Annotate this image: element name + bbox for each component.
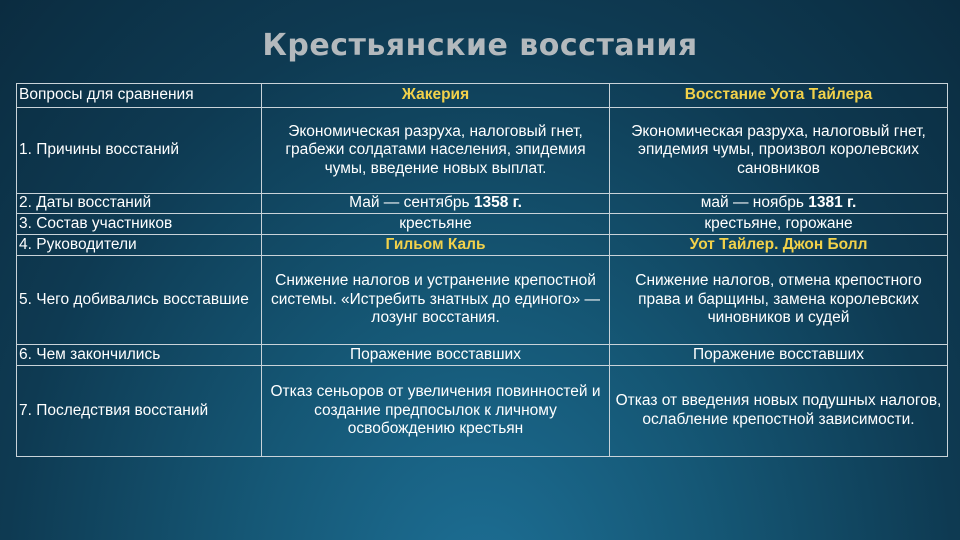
cell-tyler: Поражение восставших [610, 345, 948, 366]
row-question: 7. Последствия восстаний [17, 366, 262, 457]
table-row [17, 235, 948, 256]
table-row [17, 194, 948, 214]
comparison-table [16, 83, 948, 457]
row-question: 4. Руководители [17, 235, 262, 256]
row-question: 5. Чего добивались восставшие [17, 256, 262, 345]
table-row [17, 345, 948, 366]
header-questions: Вопросы для сравнения [17, 84, 262, 108]
cell-tyler [610, 194, 948, 214]
cell-jacquerie: Экономическая разруха, налоговый гнет, грабежи солдатами населения, эпидемия чумы, введение новых выплат. [262, 108, 610, 194]
cell-jacquerie: Отказ сеньоров от увеличения повинностей и создание предпосылок к личному освобождению крестьян [262, 366, 610, 457]
year-highlight: 1358 г. [473, 194, 522, 212]
row-question: 6. Чем закончились [17, 345, 262, 366]
table-row [17, 214, 948, 235]
cell-jacquerie: Гильом Каль [262, 235, 610, 256]
row-question: 3. Состав участников [17, 214, 262, 235]
slide-title: Крестьянские восстания [262, 28, 698, 63]
cell-jacquerie: Снижение налогов и устранение крепостной системы. «Истребить знатных до единого» — лозунг восстания. [262, 256, 610, 345]
header-tyler: Восстание Уота Тайлера [610, 84, 948, 108]
cell-jacquerie [262, 194, 610, 214]
cell-tyler: Отказ от введения новых подушных налогов, ослабление крепостной зависимости. [610, 366, 948, 457]
cell-jacquerie: Поражение восставших [262, 345, 610, 366]
table-row [17, 256, 948, 345]
date-range: Май — сентябрь [349, 194, 474, 212]
year-highlight: 1381 г. [808, 194, 857, 212]
table-header-row [17, 84, 948, 108]
cell-tyler: Уот Тайлер. Джон Болл [610, 235, 948, 256]
table-row [17, 108, 948, 194]
table-row [17, 366, 948, 457]
header-jacquerie: Жакерия [262, 84, 610, 108]
cell-jacquerie: крестьяне [262, 214, 610, 235]
cell-tyler: Снижение налогов, отмена крепостного права и барщины, замена королевских чиновников и судей [610, 256, 948, 345]
cell-tyler: Экономическая разруха, налоговый гнет, эпидемия чумы, произвол королевских сановников [610, 108, 948, 194]
row-question: 1. Причины восстаний [17, 108, 262, 194]
date-range: май — ноябрь [700, 194, 809, 212]
cell-tyler: крестьяне, горожане [610, 214, 948, 235]
row-question: 2. Даты восстаний [17, 194, 262, 214]
